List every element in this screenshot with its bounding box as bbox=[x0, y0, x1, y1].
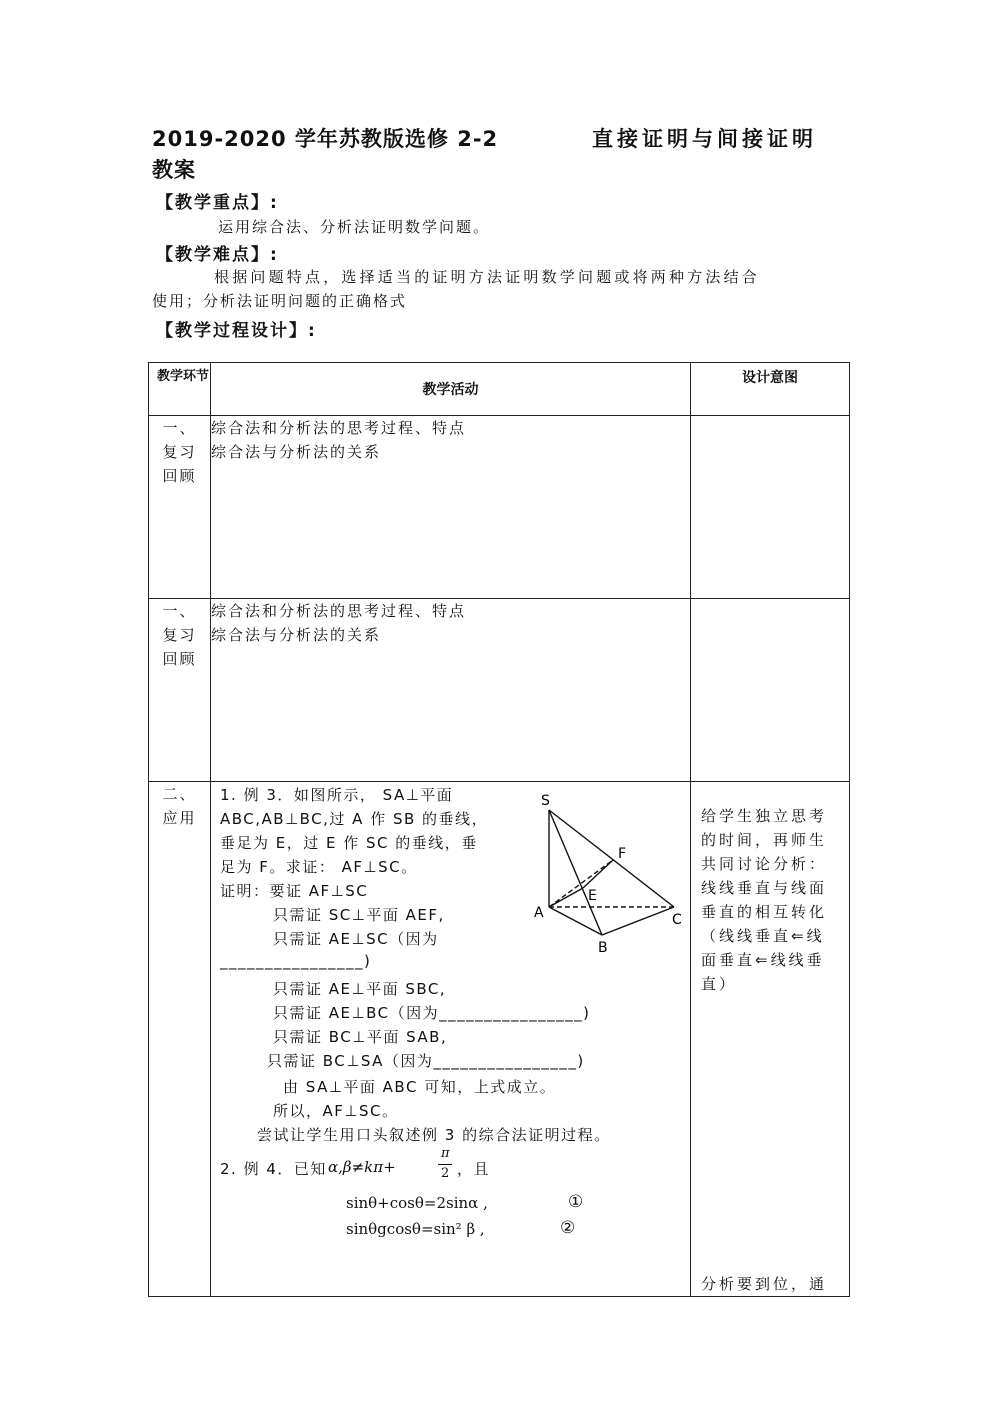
process-heading: 【教学过程设计】: bbox=[156, 321, 317, 341]
equation-2-mark: ② bbox=[560, 1218, 577, 1238]
label-C: C bbox=[672, 912, 682, 928]
header-stage: 教学环节 bbox=[149, 363, 211, 416]
activity-cell: 综合法和分析法的思考过程、特点 综合法与分析法的关系 bbox=[211, 599, 691, 782]
equation-1: sinθ+cosθ=2sinα , bbox=[346, 1194, 488, 1212]
stage-cell: 一、 复习 回顾 bbox=[149, 416, 211, 599]
edge-SB bbox=[549, 810, 602, 935]
proof-line: 只需证 SC⊥平面 AEF, bbox=[273, 906, 445, 924]
equation-1-mark: ① bbox=[568, 1192, 585, 1212]
example4-suffix: ，且 bbox=[457, 1160, 491, 1178]
focus-text: 运用综合法、分析法证明数学问题。 bbox=[218, 218, 491, 236]
intent-cell bbox=[691, 599, 850, 782]
proof-line: ________________) bbox=[220, 952, 372, 970]
difficulty-text-line2: 使用；分析法证明问题的正确格式 bbox=[152, 292, 408, 310]
focus-heading: 【教学重点】: bbox=[156, 193, 279, 213]
example4-formula: α,β≠kπ+ bbox=[328, 1158, 396, 1176]
label-F: F bbox=[618, 846, 627, 862]
fraction-numerator: π bbox=[441, 1146, 450, 1161]
table-row bbox=[149, 416, 850, 599]
stage-cell: 二、 应用 bbox=[149, 782, 211, 1297]
design-intent-continued: 分析要到位，通 bbox=[701, 1275, 828, 1293]
table-row bbox=[149, 599, 850, 782]
example3-line: 足为 F。求证： AF⊥SC。 bbox=[220, 858, 418, 876]
label-A: A bbox=[534, 905, 544, 921]
design-intent-text: 给学生独立思考的时间，再师生共同讨论分析：线线垂直与线面垂直的相互转化（线线垂直⇐线面垂直⇐线线垂直） bbox=[701, 807, 828, 993]
activity-cell: 综合法和分析法的思考过程、特点 综合法与分析法的关系 bbox=[211, 416, 691, 599]
proof-line: 所以，AF⊥SC。 bbox=[273, 1102, 399, 1120]
proof-line: 证明：要证 AF⊥SC bbox=[220, 882, 369, 900]
proof-line: 只需证 AE⊥平面 SBC, bbox=[273, 980, 447, 998]
title-part-3: 教案 bbox=[152, 158, 196, 182]
title-part-1: 2019-2020 学年苏教版选修 2-2 bbox=[152, 127, 499, 151]
label-B: B bbox=[598, 940, 608, 956]
difficulty-heading: 【教学难点】: bbox=[156, 245, 279, 265]
intent-cell bbox=[691, 416, 850, 599]
activity-cell bbox=[211, 782, 691, 1297]
edge-AB bbox=[549, 907, 602, 935]
intent-cell bbox=[691, 782, 850, 1297]
proof-line: 只需证 AE⊥BC（因为________________) bbox=[273, 1004, 591, 1022]
fraction-denominator: 2 bbox=[441, 1166, 450, 1181]
title-part-2: 直接证明与间接证明 bbox=[592, 127, 817, 151]
edge-SC bbox=[549, 810, 674, 907]
lesson-plan-table bbox=[148, 362, 850, 1297]
fraction-bar bbox=[438, 1164, 452, 1165]
segment-AE bbox=[549, 888, 583, 907]
label-E: E bbox=[588, 888, 597, 904]
difficulty-text-line1: 根据问题特点，选择适当的证明方法证明数学问题或将两种方法结合 bbox=[214, 268, 761, 286]
table-row-application bbox=[149, 782, 850, 1297]
proof-line: 只需证 BC⊥SA（因为________________) bbox=[267, 1052, 585, 1070]
proof-line: 只需证 BC⊥平面 SAB, bbox=[273, 1028, 448, 1046]
header-activity: 教学活动 bbox=[211, 363, 691, 416]
table-header-row bbox=[149, 363, 850, 416]
header-intent: 设计意图 bbox=[691, 363, 850, 416]
example4-intro: 2. 例 4．已知 bbox=[220, 1160, 327, 1178]
label-S: S bbox=[541, 793, 550, 809]
example3-line: 垂足为 E，过 E 作 SC 的垂线，垂 bbox=[220, 834, 478, 852]
segment-EF bbox=[583, 860, 613, 888]
instruction-line: 尝试让学生用口头叙述例 3 的综合法证明过程。 bbox=[257, 1126, 611, 1144]
example3-line: 1. 例 3．如图所示， SA⊥平面 bbox=[220, 786, 454, 804]
stage-cell: 一、 复习 回顾 bbox=[149, 599, 211, 782]
segment-AF bbox=[549, 860, 613, 907]
equation-2: sinθgcosθ=sin² β , bbox=[346, 1220, 485, 1238]
example-content bbox=[211, 782, 690, 1292]
pyramid-figure bbox=[536, 790, 686, 960]
example3-line: ABC,AB⊥BC,过 A 作 SB 的垂线， bbox=[220, 810, 489, 828]
proof-line: 由 SA⊥平面 ABC 可知，上式成立。 bbox=[283, 1078, 557, 1096]
document-title bbox=[152, 124, 852, 186]
proof-line: 只需证 AE⊥SC（因为 bbox=[273, 930, 439, 948]
edge-BC bbox=[602, 907, 674, 935]
